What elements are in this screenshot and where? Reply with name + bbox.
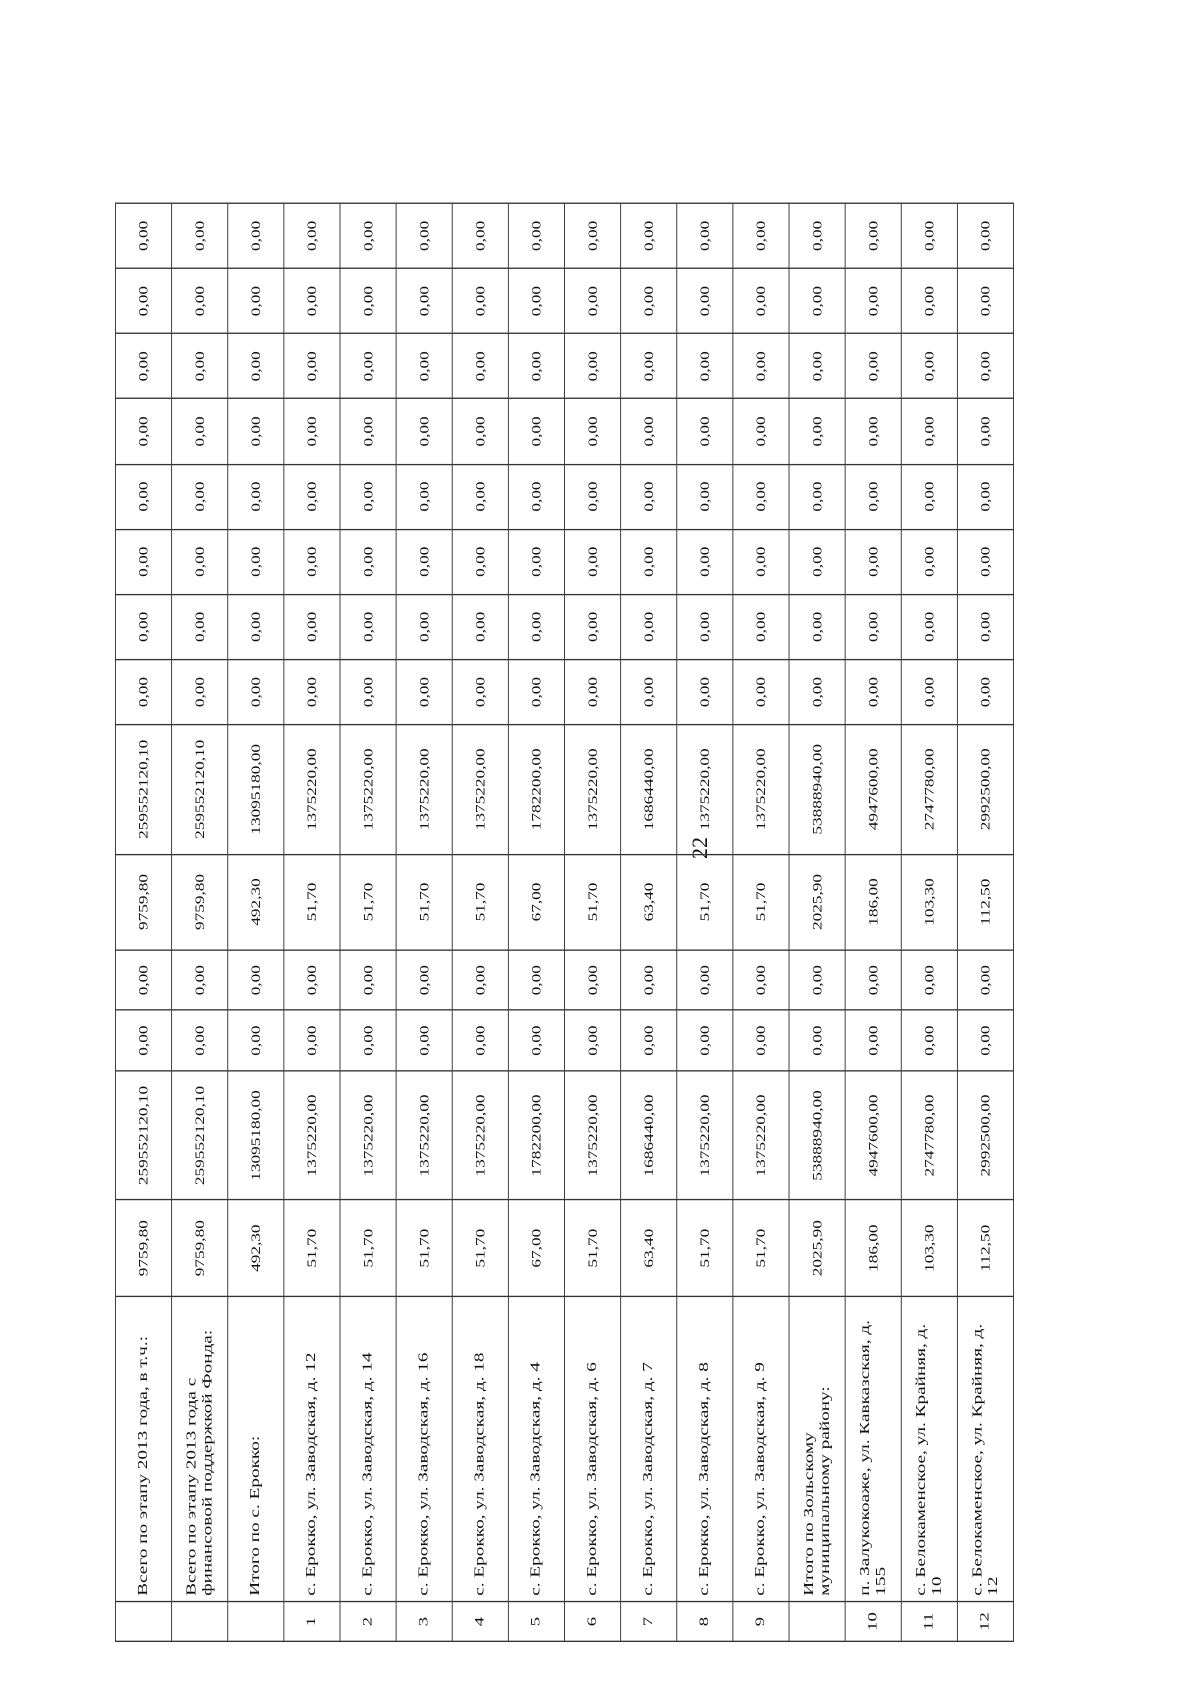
value-cell: 0,00 [115,334,171,399]
value-cell: 0,00 [957,269,1013,334]
value-cell: 0,00 [621,334,677,399]
value-cell: 0,00 [677,399,733,464]
value-cell: 0,00 [901,399,957,464]
value-cell: 0,00 [901,594,957,659]
value-cell: 0,00 [340,334,396,399]
value-cell: 2025,90 [789,1200,845,1296]
table-row [284,203,340,1641]
value-cell: 0,00 [452,464,508,529]
value-cell: 0,00 [396,1010,452,1070]
table-row [172,203,228,1641]
value-cell: 112,50 [957,854,1013,950]
value-cell: 51,70 [284,854,340,950]
table-row [115,203,171,1641]
value-cell: 0,00 [677,334,733,399]
value-cell: 0,00 [508,334,564,399]
value-cell: 1375220,00 [340,1071,396,1200]
value-cell: 0,00 [789,594,845,659]
value-cell: 0,00 [228,334,284,399]
row-number: 10 [845,1602,901,1642]
value-cell: 0,00 [172,659,228,724]
value-cell: 0,00 [396,464,452,529]
value-cell: 0,00 [677,659,733,724]
row-number: 11 [901,1602,957,1642]
value-cell: 0,00 [284,203,340,268]
value-cell: 0,00 [733,529,789,594]
value-cell: 0,00 [340,950,396,1010]
value-cell: 0,00 [565,950,621,1010]
value-cell: 51,70 [565,854,621,950]
value-cell: 0,00 [228,659,284,724]
value-cell: 13095180,00 [228,1071,284,1200]
value-cell: 51,70 [340,1200,396,1296]
value-cell: 1375220,00 [396,1071,452,1200]
value-cell: 0,00 [115,529,171,594]
value-cell: 0,00 [340,464,396,529]
row-number: 1 [284,1602,340,1642]
value-cell: 1686440,00 [621,1071,677,1200]
value-cell: 67,00 [508,1200,564,1296]
value-cell: 0,00 [677,269,733,334]
value-cell: 0,00 [845,334,901,399]
row-number: 12 [957,1602,1013,1642]
value-cell: 0,00 [508,950,564,1010]
value-cell: 0,00 [172,399,228,464]
value-cell: 0,00 [733,334,789,399]
address-cell: с. Ерокко, ул. Заводская, д. 12 [284,1296,340,1602]
value-cell: 0,00 [565,529,621,594]
value-cell: 0,00 [228,529,284,594]
value-cell: 0,00 [228,1010,284,1070]
value-cell: 0,00 [677,594,733,659]
value-cell: 0,00 [845,1010,901,1070]
value-cell: 0,00 [621,529,677,594]
address-cell: с. Белокаменское, ул. Крайняя, д. 12 [957,1296,1013,1602]
value-cell: 0,00 [284,464,340,529]
address-cell: с. Ерокко, ул. Заводская, д. 7 [621,1296,677,1602]
address-cell: Всего по этапу 2013 года с финансовой поддержкой Фонда: [172,1296,228,1602]
value-cell: 51,70 [677,854,733,950]
value-cell: 0,00 [340,529,396,594]
row-number [789,1602,845,1642]
value-cell: 1375220,00 [677,725,733,854]
value-cell: 0,00 [677,950,733,1010]
value-cell: 0,00 [789,399,845,464]
value-cell: 0,00 [452,334,508,399]
value-cell: 0,00 [284,659,340,724]
value-cell: 0,00 [845,399,901,464]
value-cell: 0,00 [172,464,228,529]
value-cell: 51,70 [396,854,452,950]
value-cell: 0,00 [340,269,396,334]
value-cell: 0,00 [845,594,901,659]
value-cell: 0,00 [452,529,508,594]
value-cell: 0,00 [957,334,1013,399]
row-number: 7 [621,1602,677,1642]
row-number: 5 [508,1602,564,1642]
value-cell: 0,00 [957,659,1013,724]
value-cell: 51,70 [733,1200,789,1296]
value-cell: 0,00 [228,950,284,1010]
table-row [677,203,733,1641]
row-number: 6 [565,1602,621,1642]
row-number [115,1602,171,1642]
value-cell: 259552120,10 [115,725,171,854]
value-cell: 0,00 [789,269,845,334]
row-number: 2 [340,1602,396,1642]
value-cell: 0,00 [284,594,340,659]
value-cell: 0,00 [172,529,228,594]
address-cell: с. Ерокко, ул. Заводская, д. 18 [452,1296,508,1602]
value-cell: 0,00 [565,464,621,529]
value-cell: 0,00 [228,464,284,529]
data-table [115,203,1014,1642]
value-cell: 51,70 [733,854,789,950]
row-number [228,1602,284,1642]
value-cell: 1375220,00 [565,725,621,854]
value-cell: 0,00 [901,334,957,399]
value-cell: 0,00 [452,659,508,724]
value-cell: 0,00 [508,269,564,334]
value-cell: 1375220,00 [452,725,508,854]
value-cell: 0,00 [733,950,789,1010]
page-number: 22 [687,837,712,859]
value-cell: 112,50 [957,1200,1013,1296]
value-cell: 259552120,10 [172,1071,228,1200]
value-cell: 0,00 [508,594,564,659]
value-cell: 2747780,00 [901,725,957,854]
address-cell: Итого по с. Ерокко: [228,1296,284,1602]
value-cell: 0,00 [452,399,508,464]
value-cell: 1375220,00 [733,725,789,854]
value-cell: 0,00 [340,594,396,659]
value-cell: 63,40 [621,854,677,950]
address-cell: с. Ерокко, ул. Заводская, д. 8 [677,1296,733,1602]
value-cell: 0,00 [901,464,957,529]
value-cell: 0,00 [452,950,508,1010]
value-cell: 1375220,00 [452,1071,508,1200]
value-cell: 51,70 [396,1200,452,1296]
value-cell: 0,00 [565,399,621,464]
value-cell: 1686440,00 [621,725,677,854]
value-cell: 0,00 [508,529,564,594]
value-cell: 51,70 [452,854,508,950]
value-cell: 0,00 [396,269,452,334]
value-cell: 4947600,00 [845,725,901,854]
value-cell: 0,00 [228,203,284,268]
value-cell: 51,70 [565,1200,621,1296]
value-cell: 9759,80 [115,854,171,950]
value-cell: 0,00 [621,659,677,724]
value-cell: 0,00 [789,334,845,399]
value-cell: 63,40 [621,1200,677,1296]
value-cell: 186,00 [845,854,901,950]
value-cell: 0,00 [565,659,621,724]
table-row [957,203,1013,1641]
value-cell: 0,00 [733,1010,789,1070]
address-cell: с. Ерокко, ул. Заводская, д. 4 [508,1296,564,1602]
address-cell: Итого по Зольскому муниципальному району: [789,1296,845,1602]
value-cell: 0,00 [565,1010,621,1070]
value-cell: 0,00 [733,594,789,659]
value-cell: 0,00 [957,399,1013,464]
table-row [565,203,621,1641]
value-cell: 0,00 [508,464,564,529]
value-cell: 0,00 [284,950,340,1010]
value-cell: 0,00 [733,203,789,268]
value-cell: 0,00 [452,269,508,334]
value-cell: 0,00 [845,269,901,334]
value-cell: 0,00 [845,950,901,1010]
value-cell: 0,00 [733,269,789,334]
value-cell: 0,00 [565,594,621,659]
value-cell: 0,00 [621,1010,677,1070]
value-cell: 0,00 [115,399,171,464]
value-cell: 51,70 [340,854,396,950]
value-cell: 0,00 [901,203,957,268]
row-number: 9 [733,1602,789,1642]
value-cell: 0,00 [508,1010,564,1070]
value-cell: 0,00 [789,203,845,268]
value-cell: 0,00 [396,659,452,724]
address-cell: с. Белокаменское, ул. Крайняя, д. 10 [901,1296,957,1602]
value-cell: 0,00 [228,269,284,334]
value-cell: 2992500,00 [957,1071,1013,1200]
value-cell: 0,00 [677,529,733,594]
value-cell: 0,00 [677,464,733,529]
value-cell: 0,00 [396,203,452,268]
value-cell: 1375220,00 [284,725,340,854]
value-cell: 9759,80 [172,1200,228,1296]
row-number [172,1602,228,1642]
value-cell: 0,00 [115,1010,171,1070]
value-cell: 0,00 [957,203,1013,268]
value-cell: 0,00 [340,203,396,268]
value-cell: 0,00 [901,1010,957,1070]
table-row [452,203,508,1641]
value-cell: 0,00 [957,594,1013,659]
value-cell: 0,00 [228,594,284,659]
value-cell: 0,00 [901,659,957,724]
value-cell: 0,00 [789,659,845,724]
value-cell: 0,00 [115,950,171,1010]
address-cell: Всего по этапу 2013 года, в т.ч.: [115,1296,171,1602]
value-cell: 0,00 [957,950,1013,1010]
value-cell: 0,00 [115,269,171,334]
value-cell: 0,00 [172,594,228,659]
value-cell: 0,00 [452,203,508,268]
value-cell: 0,00 [172,950,228,1010]
value-cell: 2025,90 [789,854,845,950]
value-cell: 0,00 [396,399,452,464]
value-cell: 0,00 [789,529,845,594]
value-cell: 103,30 [901,1200,957,1296]
value-cell: 0,00 [621,464,677,529]
value-cell: 0,00 [621,203,677,268]
value-cell: 0,00 [845,203,901,268]
value-cell: 13095180,00 [228,725,284,854]
table-row [901,203,957,1641]
value-cell: 0,00 [789,1010,845,1070]
value-cell: 1375220,00 [340,725,396,854]
value-cell: 0,00 [677,203,733,268]
value-cell: 9759,80 [172,854,228,950]
value-cell: 0,00 [621,269,677,334]
value-cell: 0,00 [845,464,901,529]
value-cell: 0,00 [284,399,340,464]
value-cell: 0,00 [508,399,564,464]
address-cell: с. Ерокко, ул. Заводская, д. 9 [733,1296,789,1602]
value-cell: 0,00 [115,594,171,659]
value-cell: 51,70 [284,1200,340,1296]
value-cell: 0,00 [957,529,1013,594]
value-cell: 0,00 [396,529,452,594]
table-row [845,203,901,1641]
value-cell: 0,00 [396,950,452,1010]
value-cell: 0,00 [621,399,677,464]
table-row [508,203,564,1641]
value-cell: 53888940,00 [789,1071,845,1200]
value-cell: 0,00 [340,399,396,464]
value-cell: 2747780,00 [901,1071,957,1200]
value-cell: 0,00 [508,203,564,268]
value-cell: 0,00 [284,529,340,594]
table-row [340,203,396,1641]
value-cell: 0,00 [172,269,228,334]
value-cell: 259552120,10 [172,725,228,854]
value-cell: 0,00 [284,334,340,399]
value-cell: 0,00 [396,594,452,659]
value-cell: 0,00 [284,1010,340,1070]
value-cell: 1375220,00 [284,1071,340,1200]
table-row [789,203,845,1641]
value-cell: 0,00 [284,269,340,334]
value-cell: 0,00 [957,1010,1013,1070]
value-cell: 186,00 [845,1200,901,1296]
value-cell: 0,00 [565,334,621,399]
value-cell: 0,00 [789,950,845,1010]
value-cell: 2992500,00 [957,725,1013,854]
value-cell: 0,00 [452,594,508,659]
value-cell: 0,00 [340,1010,396,1070]
value-cell: 0,00 [508,659,564,724]
value-cell: 0,00 [452,1010,508,1070]
value-cell: 0,00 [172,203,228,268]
value-cell: 67,00 [508,854,564,950]
value-cell: 0,00 [845,529,901,594]
address-cell: с. Ерокко, ул. Заводская, д. 16 [396,1296,452,1602]
value-cell: 0,00 [565,269,621,334]
value-cell: 0,00 [115,659,171,724]
value-cell: 51,70 [452,1200,508,1296]
row-number: 4 [452,1602,508,1642]
value-cell: 0,00 [733,399,789,464]
value-cell: 51,70 [677,1200,733,1296]
value-cell: 0,00 [901,529,957,594]
value-cell: 0,00 [115,203,171,268]
value-cell: 0,00 [565,203,621,268]
value-cell: 259552120,10 [115,1071,171,1200]
table-row [621,203,677,1641]
value-cell: 1375220,00 [677,1071,733,1200]
value-cell: 0,00 [733,464,789,529]
value-cell: 0,00 [621,594,677,659]
value-cell: 1375220,00 [565,1071,621,1200]
value-cell: 0,00 [957,464,1013,529]
row-number: 3 [396,1602,452,1642]
value-cell: 0,00 [621,950,677,1010]
value-cell: 0,00 [845,659,901,724]
value-cell: 492,30 [228,854,284,950]
value-cell: 9759,80 [115,1200,171,1296]
value-cell: 0,00 [396,334,452,399]
value-cell: 0,00 [172,1010,228,1070]
value-cell: 492,30 [228,1200,284,1296]
value-cell: 1375220,00 [733,1071,789,1200]
value-cell: 0,00 [789,464,845,529]
value-cell: 1782200,00 [508,1071,564,1200]
value-cell: 0,00 [901,269,957,334]
row-number: 8 [677,1602,733,1642]
address-cell: п. Залукокоаже, ул. Кавказская, д. 155 [845,1296,901,1602]
value-cell: 1782200,00 [508,725,564,854]
value-cell: 103,30 [901,854,957,950]
value-cell: 0,00 [733,659,789,724]
address-cell: с. Ерокко, ул. Заводская, д. 6 [565,1296,621,1602]
table-row [228,203,284,1641]
value-cell: 0,00 [901,950,957,1010]
table-row [733,203,789,1641]
address-cell: с. Ерокко, ул. Заводская, д. 14 [340,1296,396,1602]
table-row [396,203,452,1641]
value-cell: 1375220,00 [396,725,452,854]
value-cell: 53888940,00 [789,725,845,854]
value-cell: 0,00 [172,334,228,399]
value-cell: 4947600,00 [845,1071,901,1200]
value-cell: 0,00 [115,464,171,529]
value-cell: 0,00 [228,399,284,464]
value-cell: 0,00 [340,659,396,724]
value-cell: 0,00 [677,1010,733,1070]
